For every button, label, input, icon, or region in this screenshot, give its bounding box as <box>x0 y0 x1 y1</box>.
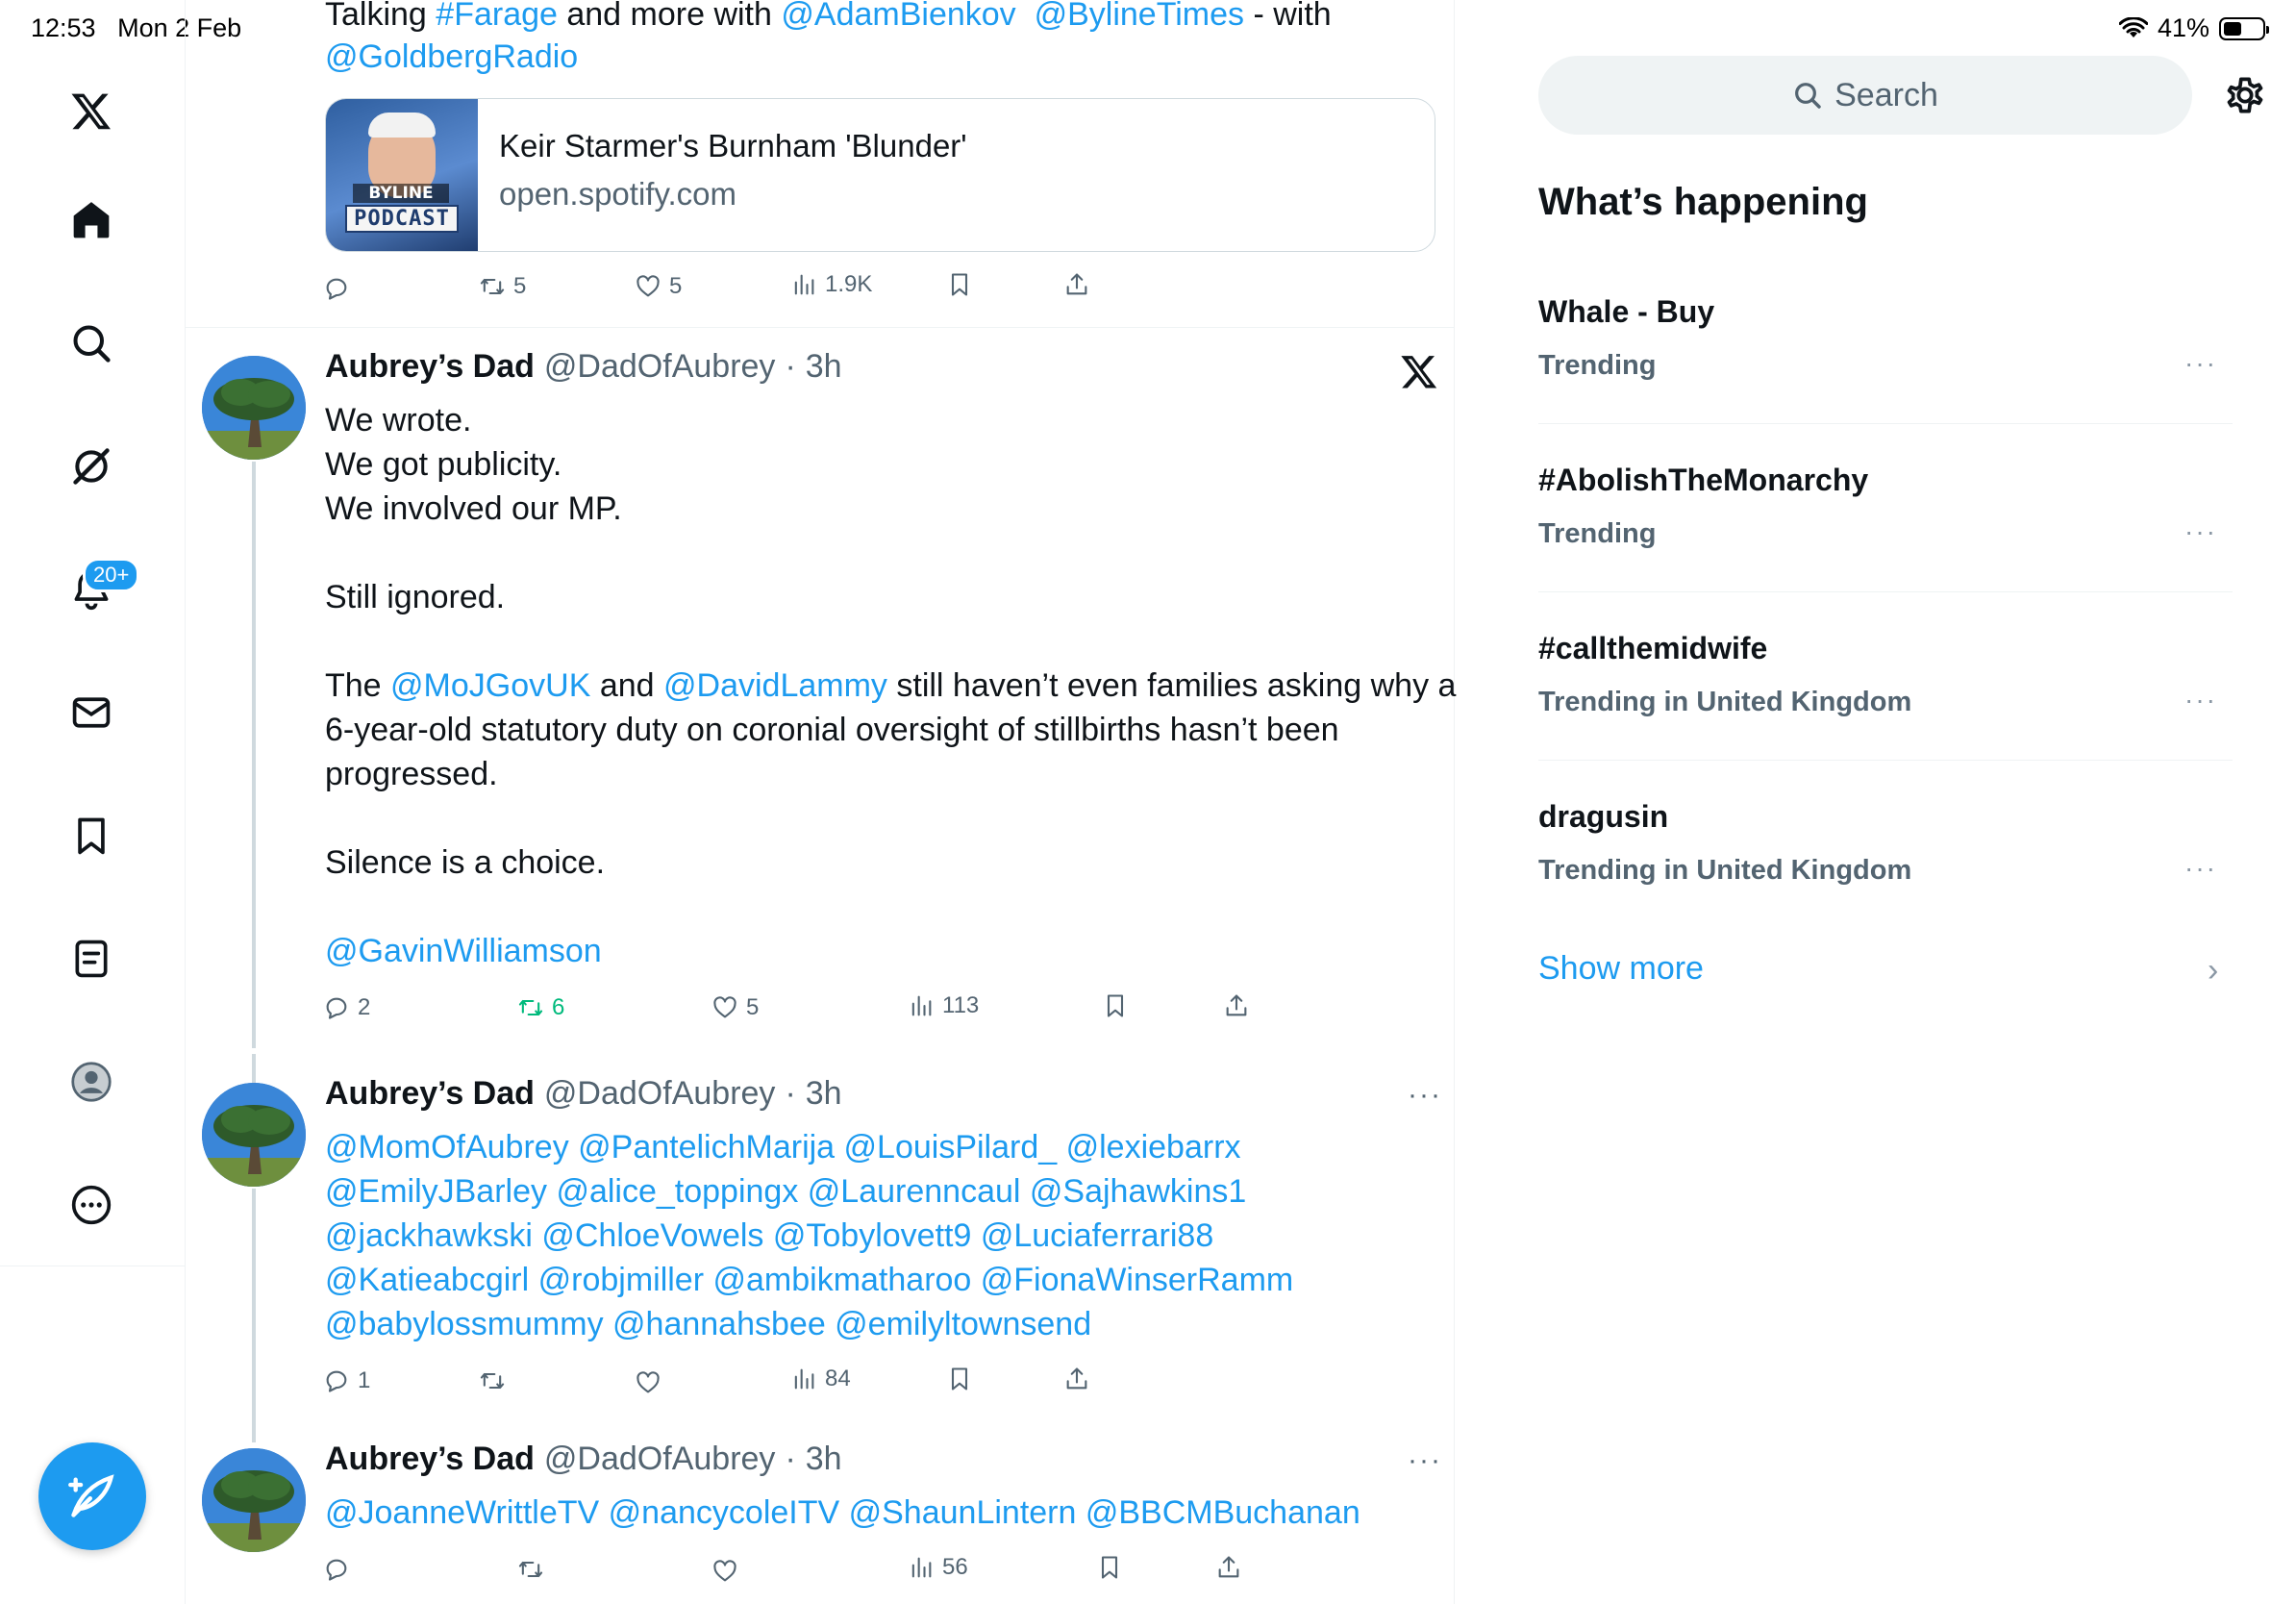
battery-percent: 41% <box>2157 13 2209 42</box>
view-count: 1.9K <box>825 271 873 297</box>
bookmark-button[interactable] <box>946 271 973 298</box>
reply-button[interactable] <box>323 275 350 302</box>
timestamp[interactable]: 3h <box>805 1441 842 1477</box>
tweet-line: We got publicity. <box>325 446 562 483</box>
trend-more-icon[interactable]: ··· <box>2184 853 2217 883</box>
x-logo-icon[interactable] <box>1400 352 1438 390</box>
view-count: 113 <box>942 992 980 1018</box>
mentions-line[interactable]: @EmilyJBarley @alice_toppingx @Laurenncaul @Sajhawkins1 <box>325 1173 1247 1210</box>
podcast-thumbnail <box>326 99 478 252</box>
wifi-icon <box>2119 17 2148 40</box>
tweet-header <box>325 348 842 386</box>
tweet-line: We wrote. <box>325 402 472 439</box>
display-name[interactable]: Aubrey’s Dad <box>325 1075 535 1112</box>
avatar[interactable] <box>202 1083 306 1187</box>
text-segment: and <box>590 667 664 704</box>
trend-more-icon[interactable]: ··· <box>2184 348 2217 378</box>
text-segment: and more with <box>557 0 782 33</box>
view-count: 84 <box>825 1366 851 1391</box>
hashtag-link[interactable]: #Farage <box>436 0 558 33</box>
retweet-button[interactable] <box>517 994 564 1021</box>
trend-divider <box>1538 423 2233 424</box>
mention-link[interactable]: @BylineTimes <box>1034 0 1244 33</box>
retweet-icon <box>479 1367 506 1394</box>
search-input[interactable] <box>1538 56 2192 135</box>
trend-name[interactable]: Whale - Buy <box>1538 294 1715 329</box>
trend-meta: Trending <box>1538 518 1657 549</box>
share-icon <box>1215 1554 1242 1581</box>
bookmark-button[interactable] <box>1096 1554 1123 1581</box>
show-more-link[interactable]: Show more <box>1538 950 1704 987</box>
lists-icon[interactable] <box>60 927 123 990</box>
trend-divider <box>1538 760 2233 761</box>
grok-icon[interactable] <box>60 435 123 498</box>
search-icon <box>1792 80 1823 111</box>
retweet-button[interactable] <box>517 1556 544 1583</box>
status-time: 12:53 <box>31 13 96 42</box>
trend-more-icon[interactable]: ··· <box>2184 685 2217 714</box>
views-button[interactable] <box>908 992 979 1019</box>
retweet-count: 6 <box>552 994 565 1020</box>
compose-icon <box>67 1471 117 1521</box>
mentions-line[interactable]: @Katieabcgirl @robjmiller @ambikmatharoo @FionaWinserRamm <box>325 1262 1294 1298</box>
mention-link[interactable]: @GavinWilliamson <box>325 933 602 969</box>
header-separator: · <box>785 1441 796 1477</box>
mentions-line[interactable]: @JoanneWrittleTV @nancycoleITV @ShaunLintern @BBCMBuchanan <box>325 1494 1360 1531</box>
tweet-line: Silence is a choice. <box>325 844 606 881</box>
tree-avatar-image <box>202 1083 306 1187</box>
tree-avatar-image <box>202 1448 306 1552</box>
more-options-icon[interactable]: ··· <box>1408 1079 1442 1111</box>
tweet-line: Still ignored. <box>325 579 506 615</box>
bookmark-button[interactable] <box>1102 992 1129 1019</box>
tweet-line <box>325 664 1456 708</box>
search-placeholder: Search <box>1834 76 1938 113</box>
text-segment: still haven’t even families asking why a <box>886 667 1457 704</box>
like-button[interactable] <box>635 273 682 300</box>
tweet-line: 6-year-old statutory duty on coronial oversight of stillbirths hasn’t been <box>325 712 1339 748</box>
notifications-badge: 20+ <box>83 558 139 592</box>
text-segment: The <box>325 667 391 704</box>
share-icon <box>1063 271 1090 298</box>
more-icon[interactable] <box>60 1173 123 1237</box>
messages-icon[interactable] <box>60 681 123 744</box>
header-separator: · <box>785 348 796 385</box>
bookmark-icon <box>1102 992 1129 1019</box>
share-icon <box>1223 992 1250 1019</box>
thread-line <box>252 462 256 1048</box>
tree-avatar-image <box>202 356 306 460</box>
header-separator: · <box>785 1075 796 1112</box>
like-button[interactable] <box>711 994 759 1021</box>
mentions-line[interactable]: @MomOfAubrey @PantelichMarija @LouisPilard_ @lexiebarrx <box>325 1129 1241 1165</box>
heart-icon <box>635 273 661 300</box>
mentions-line[interactable]: @babylossmummy @hannahsbee @emilyltownsend <box>325 1306 1092 1342</box>
display-name[interactable]: Aubrey’s Dad <box>325 348 535 385</box>
avatar[interactable] <box>202 1448 306 1552</box>
user-handle[interactable]: @DadOfAubrey <box>543 348 776 385</box>
trend-meta: Trending <box>1538 350 1657 381</box>
like-button[interactable] <box>635 1369 661 1396</box>
user-handle[interactable]: @DadOfAubrey <box>543 1075 776 1112</box>
thumb-hair <box>368 113 436 138</box>
trend-name[interactable]: #callthemidwife <box>1538 631 1768 665</box>
view-count: 56 <box>942 1554 968 1580</box>
prev-tweet-text-line1 <box>325 0 1332 37</box>
heart-icon <box>711 994 738 1021</box>
reply-button[interactable] <box>323 994 370 1021</box>
retweet-icon <box>517 994 544 1021</box>
bookmark-button[interactable] <box>946 1366 973 1392</box>
reply-count: 1 <box>358 1367 371 1393</box>
timestamp[interactable]: 3h <box>805 348 842 385</box>
profile-icon[interactable] <box>60 1050 123 1114</box>
tweet-divider <box>186 327 1455 328</box>
x-logo-icon[interactable] <box>60 79 123 142</box>
like-button[interactable] <box>711 1558 738 1585</box>
mention-link[interactable]: @MoJGovUK <box>390 667 591 704</box>
share-button[interactable] <box>1063 271 1090 298</box>
reply-icon <box>323 1367 350 1394</box>
retweet-button[interactable] <box>479 1367 506 1394</box>
trend-divider <box>1538 591 2233 592</box>
reply-icon <box>323 1556 350 1583</box>
tweet-header <box>325 1441 842 1478</box>
bookmark-icon <box>946 1366 973 1392</box>
tweet-line: We involved our MP. <box>325 490 622 527</box>
reply-button[interactable] <box>323 1367 370 1394</box>
retweet-count: 5 <box>513 273 527 299</box>
battery-icon <box>2219 17 2265 40</box>
trend-meta: Trending in United Kingdom <box>1538 687 1912 717</box>
settings-gear-icon[interactable] <box>2221 71 2269 119</box>
retweet-button[interactable] <box>479 273 526 300</box>
bookmark-icon <box>946 271 973 298</box>
thumb-label: PODCAST <box>345 205 459 233</box>
trend-meta: Trending in United Kingdom <box>1538 855 1912 886</box>
share-icon <box>1063 1366 1090 1392</box>
mention-link[interactable]: @GoldbergRadio <box>325 38 579 75</box>
home-icon[interactable] <box>60 188 123 252</box>
timestamp[interactable]: 3h <box>805 1075 842 1112</box>
reply-button[interactable] <box>323 1556 350 1583</box>
heart-icon <box>711 1558 738 1585</box>
share-button[interactable] <box>1223 992 1250 1019</box>
status-bar-right <box>2119 13 2265 43</box>
avatar[interactable] <box>202 356 306 460</box>
reply-icon <box>323 994 350 1021</box>
search-icon[interactable] <box>60 312 123 375</box>
thumb-label: BYLINE <box>353 184 449 203</box>
share-button[interactable] <box>1063 1366 1090 1392</box>
retweet-icon <box>479 273 506 300</box>
text-segment: Talking <box>325 0 437 33</box>
chevron-right-icon[interactable]: › <box>2208 952 2219 989</box>
whats-happening-heading: What’s happening <box>1538 181 1868 223</box>
views-icon <box>908 992 935 1019</box>
trend-name[interactable]: dragusin <box>1538 799 1669 834</box>
reply-count: 2 <box>358 994 371 1020</box>
status-date: Mon 2 Feb <box>117 13 242 42</box>
compose-button[interactable] <box>38 1442 146 1550</box>
bookmarks-icon[interactable] <box>60 804 123 867</box>
mention-link[interactable]: @AdamBienkov <box>781 0 1016 33</box>
like-count: 5 <box>746 994 760 1020</box>
reply-icon <box>323 275 350 302</box>
heart-icon <box>635 1369 661 1396</box>
text-segment: - with <box>1244 0 1332 33</box>
display-name[interactable]: Aubrey’s Dad <box>325 1441 535 1477</box>
views-button[interactable] <box>790 271 872 298</box>
trend-name[interactable]: #AbolishTheMonarchy <box>1538 463 1869 497</box>
thread-line <box>252 1189 256 1442</box>
views-icon <box>790 271 817 298</box>
mentions-line[interactable]: @jackhawkski @ChloeVowels @Tobylovett9 @Luciaferrari88 <box>325 1217 1214 1254</box>
bookmark-icon <box>1096 1554 1123 1581</box>
views-button[interactable] <box>908 1554 968 1581</box>
views-button[interactable] <box>790 1366 851 1392</box>
user-handle[interactable]: @DadOfAubrey <box>543 1441 776 1477</box>
tweet-header <box>325 1075 842 1113</box>
tweet-line: progressed. <box>325 756 498 792</box>
mention-link[interactable]: @DavidLammy <box>663 667 887 704</box>
like-count: 5 <box>669 273 683 299</box>
link-preview-card[interactable] <box>325 98 1435 252</box>
thread-line <box>252 1054 256 1083</box>
views-icon <box>908 1554 935 1581</box>
card-title: Keir Starmer's Burnham 'Blunder' <box>499 128 967 163</box>
card-domain: open.spotify.com <box>499 176 737 212</box>
retweet-icon <box>517 1556 544 1583</box>
trend-more-icon[interactable]: ··· <box>2184 516 2217 546</box>
views-icon <box>790 1366 817 1392</box>
more-options-icon[interactable]: ··· <box>1408 1444 1442 1476</box>
share-button[interactable] <box>1215 1554 1242 1581</box>
